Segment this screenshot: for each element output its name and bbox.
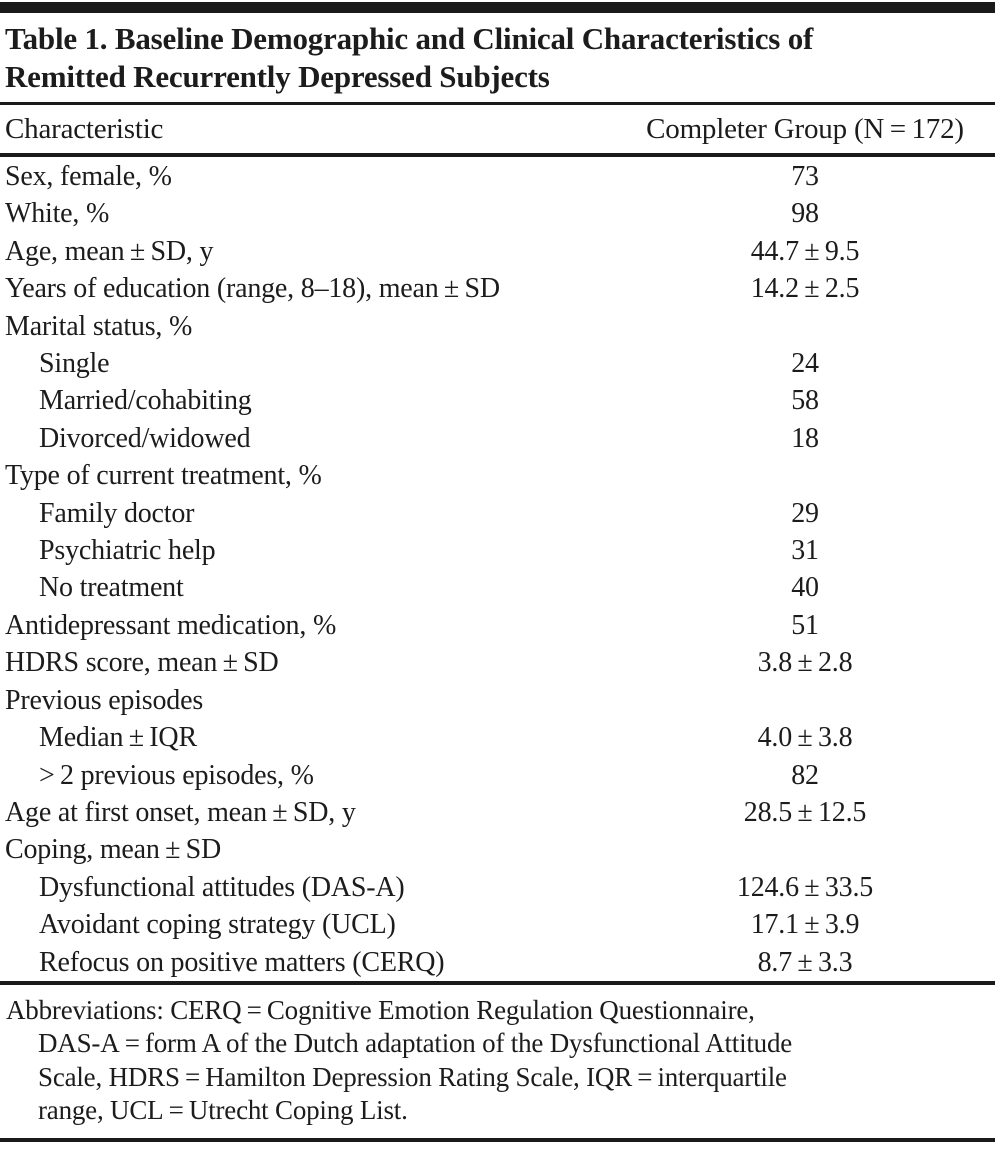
table-title-line1: Table 1. Baseline Demographic and Clinical Characteristics of — [5, 21, 814, 56]
column-header-characteristic: Characteristic — [5, 113, 164, 145]
row-value: 17.1 ± 3.9 — [750, 909, 860, 941]
row-label: Coping, mean ± SD — [5, 834, 222, 866]
footnote-line: range, UCL = Utrecht Coping List. — [38, 1095, 408, 1126]
table-row — [0, 195, 995, 232]
column-header-completer-group: Completer Group (N = 172) — [646, 113, 964, 145]
row-label: HDRS score, mean ± SD — [5, 647, 279, 679]
row-label: Antidepressant medication, % — [5, 609, 337, 641]
table-header-row — [0, 105, 995, 153]
table-row — [0, 831, 995, 868]
row-value: 73 — [791, 161, 819, 192]
row-label: Dysfunctional attitudes (DAS-A) — [39, 871, 405, 903]
table-row — [0, 794, 995, 831]
row-value: 4.0 ± 3.8 — [757, 722, 853, 754]
row-label: Age at first onset, mean ± SD, y — [5, 796, 356, 828]
table-row — [0, 270, 995, 307]
table-row — [0, 457, 995, 494]
row-label: Years of education (range, 8–18), mean ± SD — [5, 273, 500, 305]
abbreviations-footnote — [0, 985, 995, 1138]
table-row — [0, 682, 995, 719]
row-value: 58 — [791, 385, 819, 417]
table-title — [0, 13, 995, 102]
table-row — [0, 532, 995, 569]
row-label: No treatment — [39, 572, 184, 604]
table-row — [0, 569, 995, 606]
footnote-line: Scale, HDRS = Hamilton Depression Rating Scale, IQR = interquartile — [38, 1061, 787, 1092]
row-label: Avoidant coping strategy (UCL) — [39, 909, 396, 941]
row-label: Sex, female, % — [5, 161, 172, 192]
table-row — [0, 944, 995, 981]
row-label: Married/cohabiting — [39, 385, 252, 417]
table-row — [0, 420, 995, 457]
table-row — [0, 757, 995, 794]
table-body — [0, 157, 995, 981]
table-row — [0, 719, 995, 756]
row-value: 3.8 ± 2.8 — [757, 647, 853, 679]
row-label: Previous episodes — [5, 684, 204, 716]
table-row — [0, 158, 995, 195]
table-row — [0, 345, 995, 382]
row-value: 40 — [791, 572, 819, 604]
footnote-line: Abbreviations: CERQ = Cognitive Emotion Regulation Questionnaire, — [6, 994, 755, 1025]
row-label: Psychiatric help — [39, 535, 216, 567]
row-value: 124.6 ± 33.5 — [736, 871, 874, 903]
row-label: > 2 previous episodes, % — [39, 759, 314, 791]
row-value: 18 — [791, 422, 819, 454]
table-title-line2: Remitted Recurrently Depressed Subjects — [5, 59, 550, 94]
row-label: Marital status, % — [5, 310, 193, 342]
bottom-rule — [0, 1138, 995, 1142]
row-label: Single — [39, 348, 110, 380]
table-row — [0, 495, 995, 532]
table-row — [0, 308, 995, 345]
row-value: 51 — [791, 609, 819, 641]
row-value: 98 — [791, 198, 819, 230]
table-row — [0, 233, 995, 270]
row-value: 82 — [791, 759, 819, 791]
row-label: Median ± IQR — [39, 722, 197, 754]
row-value: 14.2 ± 2.5 — [750, 273, 860, 305]
row-value: 31 — [791, 535, 819, 567]
row-label: Type of current treatment, % — [5, 460, 322, 492]
row-label: Divorced/widowed — [39, 422, 251, 454]
table-top-bar — [0, 2, 995, 13]
table-row — [0, 869, 995, 906]
table-row — [0, 607, 995, 644]
row-value: 29 — [791, 497, 819, 529]
row-value: 44.7 ± 9.5 — [750, 235, 860, 267]
row-label: Refocus on positive matters (CERQ) — [39, 946, 445, 978]
row-value: 28.5 ± 12.5 — [743, 796, 867, 828]
table-row — [0, 382, 995, 419]
table-row — [0, 906, 995, 943]
row-value: 24 — [791, 348, 819, 380]
table-row — [0, 644, 995, 681]
row-value: 8.7 ± 3.3 — [757, 946, 853, 978]
row-label: Age, mean ± SD, y — [5, 235, 214, 267]
row-label: Family doctor — [39, 497, 195, 529]
footnote-line: DAS-A = form A of the Dutch adaptation of the Dysfunctional Attitude — [38, 1028, 793, 1059]
row-label: White, % — [5, 198, 110, 230]
